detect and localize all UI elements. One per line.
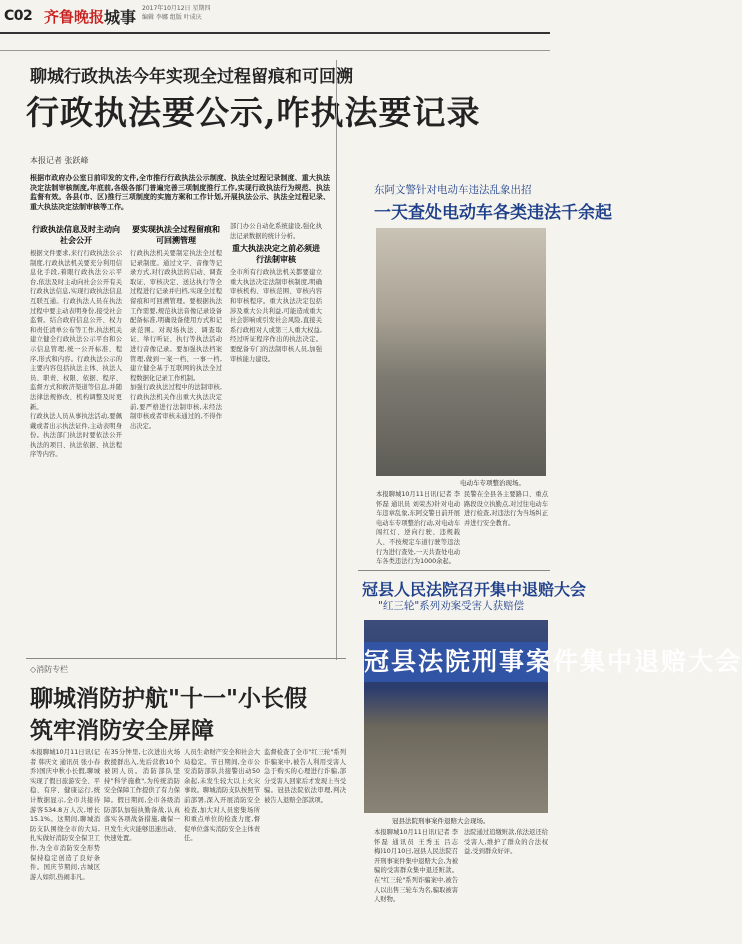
article2-headline-line2: 筑牢消防安全屏障 <box>30 717 214 744</box>
side1-text-col1: 本报聊城10月11日讯(记者 李怀磊 通讯员 刘荣杰)针对电动车违章乱象,东阿交警日前开展电动车专项整治行动,对电动车闯红灯、逆向行驶、违规载人、不按规定车道行驶等违法行为进行查处,一天共查处电动车各类违法行为1000余起。 <box>376 491 460 566</box>
fire-column-tag: ◇消防专栏 <box>30 665 69 674</box>
side2-photo <box>364 620 742 813</box>
article1-col1-subhead: 行政执法信息及时主动向社会公开 <box>32 225 120 245</box>
article1-headline: 行政执法要公示,咋执法要记录 <box>26 93 481 132</box>
article1-column-3 <box>230 222 322 652</box>
side1-headline: 一天查处电动车各类违法千余起 <box>374 203 612 223</box>
article1-col3-subhead: 重大执法决定之前必须进行法制审核 <box>232 244 320 265</box>
date-info <box>142 4 342 22</box>
page-number: C02 <box>4 8 33 24</box>
side1-photo <box>376 228 546 476</box>
court-banner: 冠县法院刑事案件集中退赔大会 <box>364 642 548 682</box>
date-line: 2017年10月12日 星期四 <box>142 5 211 12</box>
divider <box>0 50 550 51</box>
article1-col1-text: 根据文件要求,来行行政执法公示制度,行政执法机关要充分利用信息化手段,着眼行政执法公示平台,依法及时主动向社会公开有关行政执法信息,实现行政执法信息互联互通。行政执法人员在执法过程中要主动表明身份,接受社会监督。结合政府信息公开、权力和责任清单公布等工作,执法机关建立健全行政执法公示平台和公示信息管理,统一公开标准、程序,形式和内容。行政执法公示的主要内容包括执法主体、执法人员、职责、权限、依据、程序、监督方式和救济渠道等信息,并随法律法规修改、机构调整及时更新。 <box>30 250 122 411</box>
side2-text-col2: 法院通过追缴赃款,依法返还给受害人,维护了群众的合法权益,受到群众好评。 <box>464 829 548 856</box>
article2-headline-line1: 聊城消防护航"十一"小长假 <box>30 685 307 712</box>
article1-lead: 根据市政府办公室日前印发的文件,全市推行行政执法公示制度、执法全过程记录制度、重大执法决定法制审核制度,年底前,各级各部门普遍完善三项制度推行工作,实现行政执法行为规范、执法监督有效。各县(市、区)推行三项制度的实施方案和工作计划,开展执法公示、执法全过程记录、重大执法决定法制审核等工作。 <box>30 174 330 211</box>
article1-col2-text2: 加强行政执法过程中的法制审核,行政执法机关作出重大执法决定前,要严格进行法制审核,未经法制审核或者审核未通过的,不得作出决定。 <box>130 384 222 430</box>
divider <box>358 570 550 571</box>
side1-text-col2: 民警在全县各主要路口、重点路段设立执勤点,对过往电动车进行检查,对违法行为当场纠正并进行安全教育。 <box>464 491 548 527</box>
side2-text-col1: 本报聊城10月11日讯(记者 李怀磊 通讯员 王秀玉 吕志梅)10月10日,冠县人民法院召开刑事案件集中退赔大会,为被骗的受害群众集中退还赃款。在"红三轮"系列诈骗案中,被告人以出售三轮车为名,骗取被害人财物。 <box>374 829 458 904</box>
article1-col2-text: 行政执法机关要制定执法全过程记录制度。通过文字、音像等记录方式,对行政执法的启动、调查取证、审核决定、送达执行等全过程进行记录并归档,实现全过程留痕和可回溯管理。要根据执法工作需要,规范执法音像记录设备配备标准,明确设备使用方式和记录范围。对现场执法、调查取证、举行听证、执行等执法活动进行音像记录。要加强执法档案管理,做到一案一档、一事一档,建立健全基于互联网的执法全过程数据化记录工作机制。 <box>130 250 222 382</box>
side2-photo-caption: 冠县法院刑事案件退赔大会现场。 <box>392 817 490 825</box>
article2-column-3: 人员生命财产安全和社会大局稳定。节日期间,全市公安消防部队共接警出动50余起,未发生较大以上火灾事故。聊城消防支队按照节前部署,深入开展消防安全检查,加大对人员密集场所和重点单位的检查力度,督促单位落实消防安全主体责任。 <box>184 749 260 843</box>
article1-col2-subhead: 要实现执法全过程留痕和可回溯管理 <box>132 225 220 245</box>
article1-kicker: 聊城行政执法今年实现全过程留痕和可回溯 <box>30 67 353 87</box>
article1-col3-text1: 部门办公自动化系统建设,强化执法记录数据的统计分析。 <box>230 223 322 240</box>
article1-column-2 <box>130 222 222 652</box>
side2-headline: 冠县人民法院召开集中退赔大会 <box>362 580 587 599</box>
side1-photo-caption: 电动车专项整治现场。 <box>460 479 525 487</box>
article2-column-1: 本报聊城10月11日讯(记者 韩庆文 通讯员 张小春 乔)国庆中秋小长假,聊城实现了假日旅游安全、平稳、有序、健康运行,统计数据显示,全市共接待游客534.8万人次,增长15.1%。这期间,聊城消防支队围绕全市的大局,扎实做好消防安全保卫工作,为全市消防安全形势保持稳定创造了良好条件。国庆节期间,古城区游人如织,热闹非凡。 <box>30 749 100 881</box>
editor-line: 编辑 李娜 组版 叶成庆 <box>142 14 202 21</box>
side2-kicker: "红三轮"系列劝案受害人获赔偿 <box>378 600 525 612</box>
column-divider <box>336 60 337 660</box>
article1-byline: 本报记者 张跃峰 <box>30 156 89 165</box>
section-title: 城事 <box>104 8 137 27</box>
paper-logo: 齐鲁晚报 <box>44 8 105 26</box>
article1-col3-text: 全市所有行政执法机关都要建立重大执法决定法制审核制度,明确审核机构、审核范围、审核内容和审核程序。重大执法决定包括涉及重大公共利益,可能造成重大社会影响或引发社会风险,直接关系行政相对人或第三人重大权益,经过听证程序作出的执法决定。要配备专门的法制审核人员,加强审核能力建设。 <box>230 269 322 363</box>
article2-column-4: 监督检查了全市"红三轮"系列诈骗案中,被告人利用受害人急于购买的心理进行诈骗,部分受害人回家后才发现上当受骗。冠县法院依法审理,判决被告人退赔全部款项。 <box>264 749 346 804</box>
article1-col1-text2: 行政执法人员从事执法活动,要佩戴或者出示执法证件,主动表明身份。执法部门执法时要依法公开执法的项目、执法依据、执法程序等内容。 <box>30 413 122 459</box>
page-header <box>0 0 550 34</box>
article2-column-2: 在35分钟里,七次进出火场救援群出入,先后营救10个被困人员。消防部队坚持"科学施救",为传统消防安全保障工作提供了有力保障。假日期间,全市各级消防部队加强执勤备战,认真落实各项战备措施,确保一旦发生火灾能够迅速出动、快速处置。 <box>104 749 180 843</box>
divider <box>26 658 346 659</box>
article1-column-1 <box>30 222 122 652</box>
side1-kicker: 东阿文警针对电动车违法乱象出招 <box>374 184 532 196</box>
